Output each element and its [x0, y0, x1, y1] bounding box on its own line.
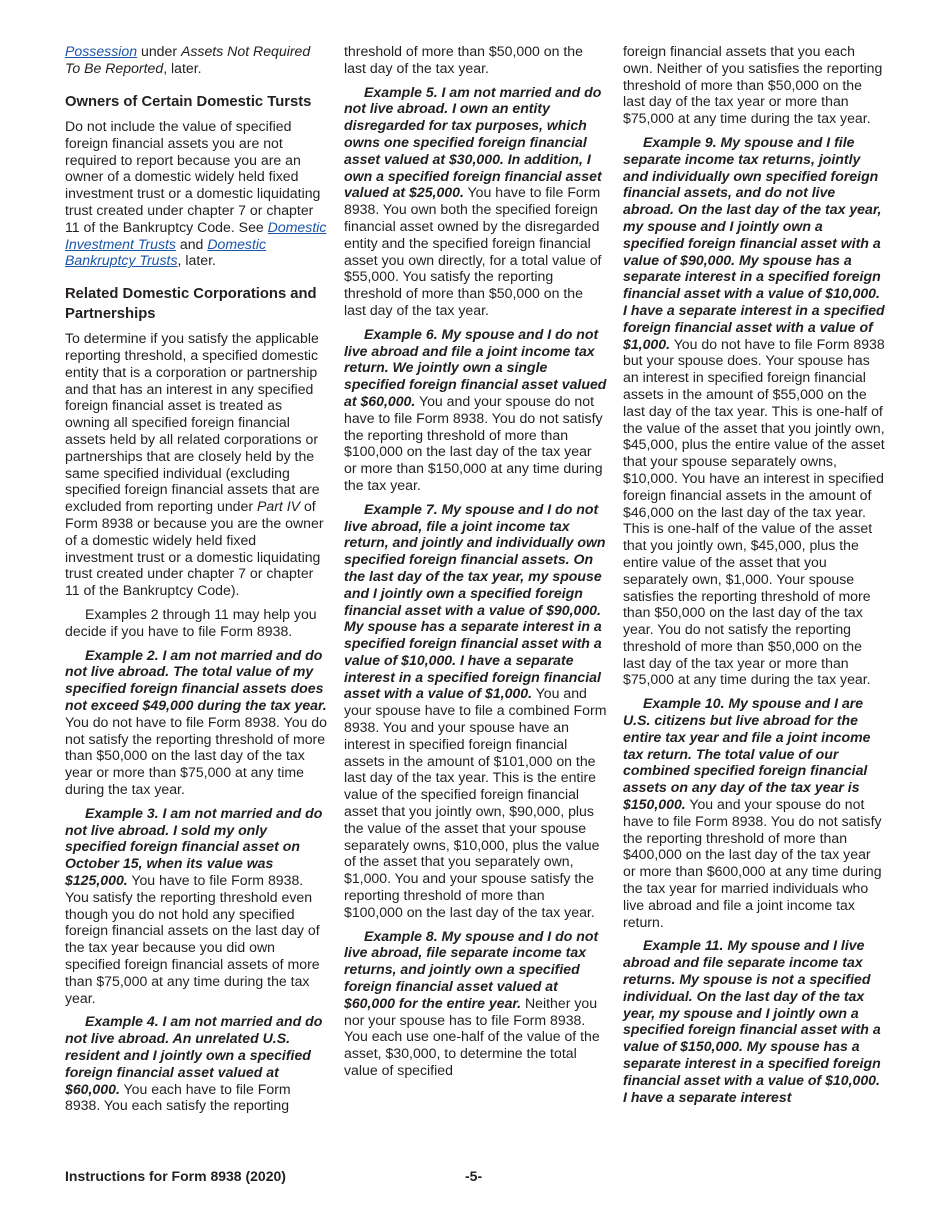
example-text: You and your spouse do not have to file Form 8938. You do not satisfy the reporting threshold of more than $100,000 on the last day of the tax year or more than $150,000 at any time during the tax year. [344, 392, 603, 493]
example-8 [344, 928, 607, 1079]
example-5 [344, 84, 607, 319]
example-2 [65, 647, 328, 798]
text: of Form 8938 or because you are the owner of a domestic widely held fixed investment trust or a domestic liquidating trust created under chapter 7 or chapter 11 of the Bankruptcy Code). [65, 498, 324, 599]
text: Do not include the value of specified foreign financial assets you are not required to report because you are an owner of a domestic widely held fixed investment trust or a domestic liquidating trust created under chapter 7 or chapter 11 of the Bankruptcy Code. See [65, 118, 321, 235]
column-1 [65, 43, 328, 1114]
paragraph-trusts [65, 118, 328, 269]
paragraph-continued: threshold of more than $50,000 on the last day of the tax year. [344, 43, 583, 76]
example-heading: Example 8. My spouse and I do not live abroad, file separate income tax returns, and jointly own a specified foreign financial asset valued at $60,000 for the entire year. [344, 927, 599, 1011]
paragraph-examples-intro: Examples 2 through 11 may help you decide if you have to file Form 8938. [65, 606, 317, 639]
footer-form-title: Instructions for Form 8938 (2020) [65, 1168, 286, 1184]
text: To determine if you satisfy the applicable reporting threshold, a specified domestic entity that is a corporation or partnership and that has an interest in any specified foreign financial asset is treated as owning all specified foreign financial assets held by all related corporations or partnerships that are closely held by the same specified individual (excluding specified foreign financial assets that are excluded from reporting under [65, 330, 320, 515]
column-2 [344, 43, 607, 1079]
heading-domestic-trusts: Owners of Certain Domestic Tursts [65, 93, 312, 110]
example-7 [344, 501, 607, 921]
text: , later. [177, 252, 216, 269]
example-heading: Example 11. My spouse and I live abroad and file separate income tax returns. My spouse is not a specified individual. On the last day of the tax year, my spouse and I jointly own a specified foreign financial asset with a value of $150,000. My spouse has a separate interest in a specified foreign financial asset with a value of $10,000. I have a separate interest [623, 937, 881, 1105]
example-text: Neither you nor your spouse has to file Form 8938. You each use one-half of the value of the asset, $30,000, to determine the total value of specified [344, 994, 600, 1079]
example-heading: Example 4. I am not married and do not live abroad. An unrelated U.S. resident and I jointly own a specified foreign financial asset valued at $60,000. [65, 1013, 323, 1097]
text: and [175, 235, 208, 252]
example-heading: Example 5. I am not married and do not live abroad. I own an entity disregarded for tax purposes, which owns one specified foreign financial asset valued at $30,000. In addition, I own a specified foreign financial asset valued at $25,000. [344, 83, 602, 201]
example-heading: Example 9. My spouse and I file separate income tax returns, jointly and individually own specified foreign financial assets, and do not live abroad. On the last day of the tax year, my spouse and I jointly own a specified foreign financial asset with a value of $90,000. My spouse has a separate interest in a specified foreign financial asset with a value of $10,000. I have a separate interest in a specified foreign financial asset with a value of $1,000. [623, 133, 885, 352]
example-3 [65, 805, 328, 1007]
example-text: You and your spouse have to file a combined Form 8938. You and your spouse have an interest in specified foreign financial assets in the amount of $101,000 on the last day of the tax year. This is the entire value of the specified foreign financial asset that you jointly own, $90,000, plus the value of the asset that your spouse separately owns, $10,000, plus the value of the asset that you separately own, $1,000. You and your spouse satisfy the reporting threshold of more than $100,000 on the last day of the tax year. [344, 685, 607, 920]
paragraph-continued: foreign financial assets that you each own. Neither of you satisfies the reporting threshold of more than $50,000 on the last day of the tax year or more than $75,000 at any time during the tax year. [623, 43, 883, 127]
example-heading: Example 3. I am not married and do not live abroad. I sold my only specified foreign financial asset on October 15, when its value was $125,000. [65, 804, 323, 888]
example-4 [65, 1013, 328, 1114]
example-heading: Example 6. My spouse and I do not live abroad and file a joint income tax return. We jointly own a single specified foreign financial asset valued at $60,000. [344, 325, 607, 409]
example-11 [623, 937, 886, 1105]
link-domestic-bankruptcy-trusts[interactable]: Domestic Bankruptcy Trusts [65, 235, 267, 269]
text: under [137, 43, 181, 59]
example-heading: Example 2. I am not married and do not live abroad. The total value of my specified foreign financial assets does not exceed $49,000 during the tax year. [65, 646, 327, 713]
link-domestic-investment-trusts[interactable]: Domestic Investment Trusts [65, 218, 327, 252]
example-text: You do not have to file Form 8938. You do not satisfy the reporting threshold of more than $50,000 on the last day of the tax year or more than $75,000 at any time during the tax year. [65, 713, 327, 797]
example-text: You have to file Form 8938. You own both the specified foreign financial asset owned by the disregarded entity and the specified foreign financial asset you own directly, for a total value of $55,000. You satisfy the reporting threshold of more than $50,000 on the last day of the tax year. [344, 184, 602, 318]
example-10 [623, 695, 886, 930]
italic-text: Part IV [256, 498, 301, 515]
link-possession[interactable]: Possession [65, 43, 138, 59]
page-number: -5- [465, 1168, 483, 1184]
example-heading: Example 10. My spouse and I are U.S. citizens but live abroad for the entire tax year and file a joint income tax return. The total value of our combined specified foreign financial assets on any day of the tax year is $150,000. [623, 695, 871, 813]
column-3 [623, 43, 886, 1105]
heading-related-corporations: Related Domestic Corporations and Partnerships [65, 286, 317, 322]
paragraph-related-corporations [65, 330, 328, 599]
example-6 [344, 326, 607, 494]
example-text: You each have to file Form 8938. You each satisfy the reporting [65, 1080, 291, 1114]
italic-text: Assets Not Required To Be Reported [65, 43, 311, 76]
paragraph-intro [65, 43, 328, 77]
example-text: You and your spouse do not have to file Form 8938. You do not satisfy the reporting threshold of more than $400,000 on the last day of the tax year or more than $600,000 at any time during the tax year for married individuals who live abroad and file a joint income tax return. [623, 796, 882, 930]
example-heading: Example 7. My spouse and I do not live abroad, file a joint income tax return, and jointly and individually own specified foreign financial assets. On the last day of the tax year, my spouse and I jointly own a specified foreign financial asset with a value of $90,000. My spouse has a separate interest in a specified foreign financial asset with a value of $10,000. I have a separate interest in a specified foreign financial asset with a value of $1,000. [344, 500, 606, 702]
example-9 [623, 134, 886, 688]
text: , later. [163, 59, 202, 76]
example-text: You have to file Form 8938. You satisfy the reporting threshold even though you do not hold any specified foreign financial assets on the last day of the tax year because you did own specified foreign financial assets of more than $75,000 at any time during the tax year. [65, 871, 320, 1006]
example-text: You do not have to file Form 8938 but your spouse does. Your spouse has an interest in specified foreign financial assets in the amount of $55,000 on the last day of the tax year. This is one-half of the value of the asset that you jointly own, $45,000, plus the entire value of the asset that your spouse separately owns, $10,000. You have an interest in specified foreign financial assets in the amount of $46,000 on the last day of the tax year. This is one-half of the value of the asset that you jointly own, $45,000, plus the entire value of the asset that you separately own, $1,000. Your spouse satisfies the reporting threshold of more than $50,000 on the last day of the tax year. You do not satisfy the reporting threshold of more than $50,000 on the last day of the tax year or more than $75,000 at any time during the tax year. [623, 335, 885, 688]
